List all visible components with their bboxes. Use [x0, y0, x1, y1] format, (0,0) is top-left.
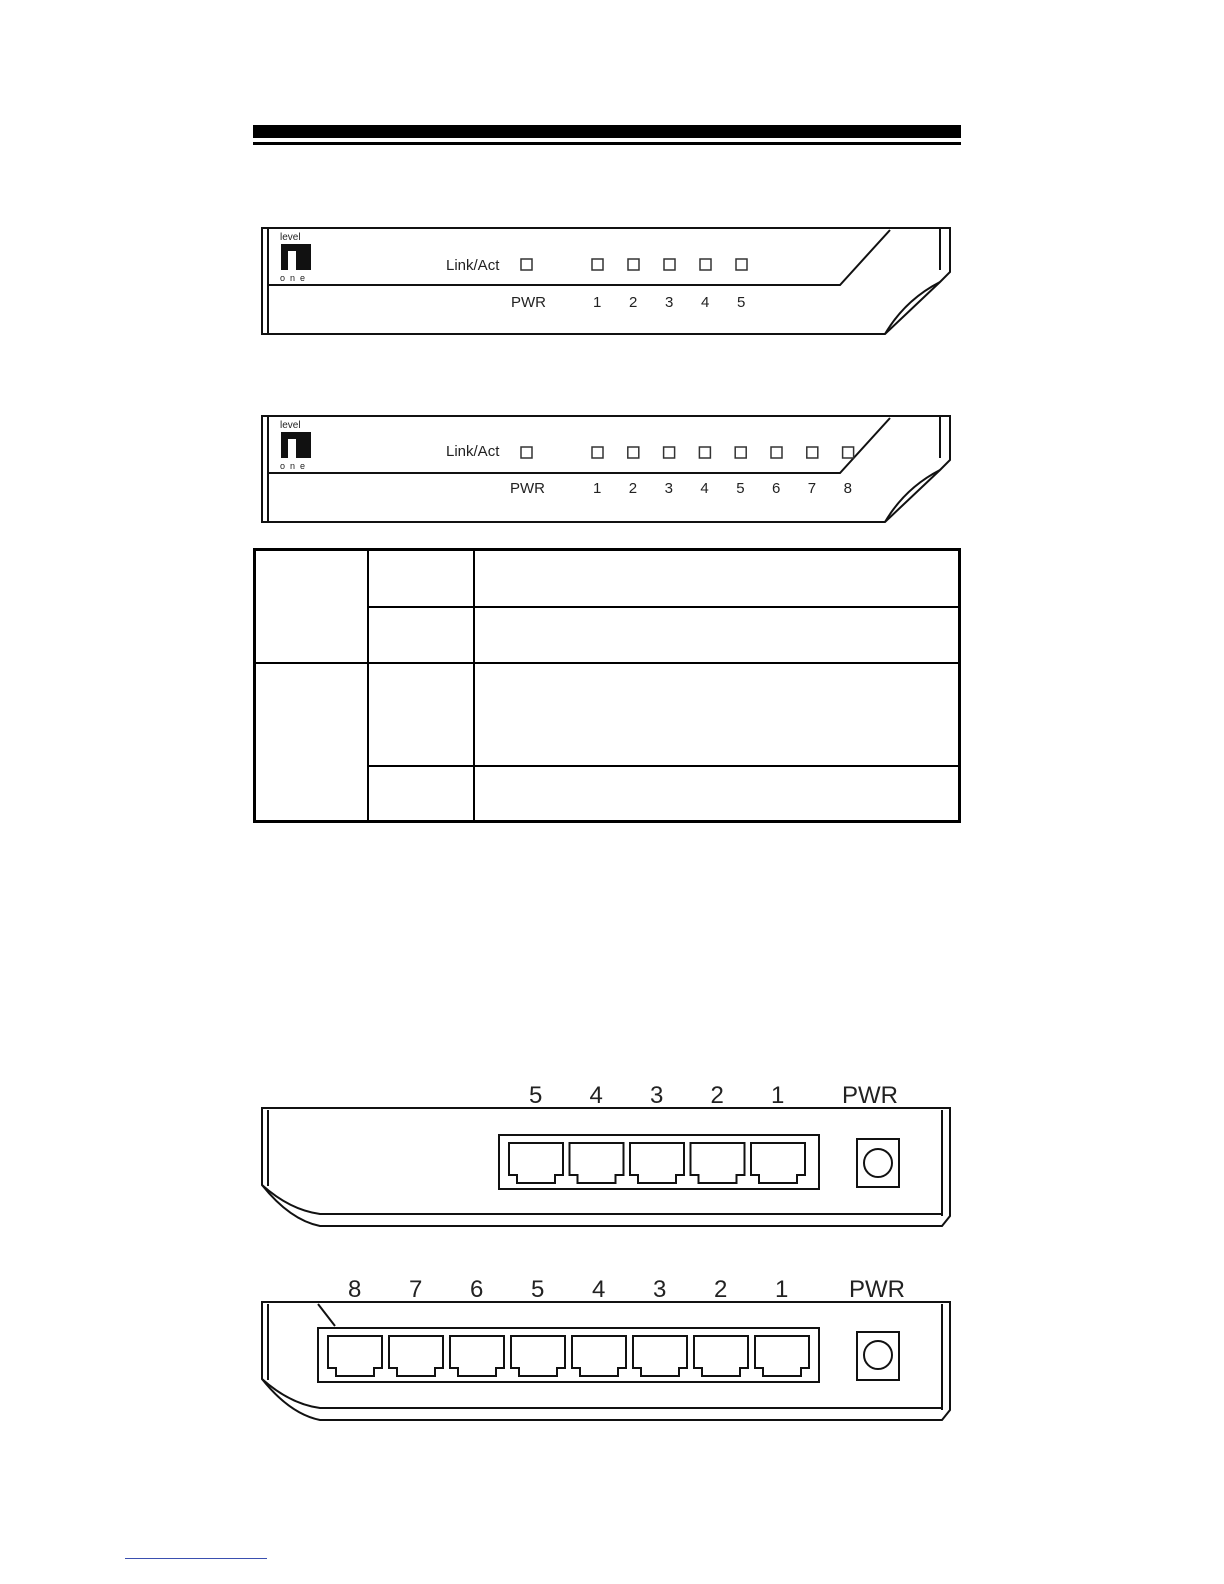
pwr-label: PWR: [842, 1082, 898, 1109]
port-number-label: 5: [737, 294, 746, 311]
rj45-jack: [633, 1336, 687, 1376]
port-number-label: 5: [529, 1082, 543, 1109]
port-number-label: 5: [531, 1276, 545, 1303]
rj45-jack: [572, 1336, 626, 1376]
port-number-label: 5: [736, 480, 745, 497]
port-number-label: 1: [771, 1082, 785, 1109]
link-act-label: Link/Act: [446, 443, 500, 460]
port-number-label: 6: [772, 480, 781, 497]
port-number-label: 8: [348, 1276, 362, 1303]
pwr-label: PWR: [849, 1276, 905, 1303]
port-number-label: 4: [589, 1082, 603, 1109]
rj45-jack: [450, 1336, 504, 1376]
logo-text-bottom: one: [280, 461, 311, 471]
pwr-label: PWR: [510, 480, 545, 497]
rj45-ports: [328, 1276, 809, 1376]
port-number-label: 3: [664, 480, 673, 497]
pwr-label: PWR: [511, 294, 546, 311]
rj45-jack: [328, 1336, 382, 1376]
logo-text-bottom: one: [280, 273, 311, 283]
port-number-label: 4: [592, 1276, 606, 1303]
port-number-label: 7: [807, 480, 817, 497]
port-number-label: 3: [650, 1082, 664, 1109]
rj45-jack: [755, 1336, 809, 1376]
port-number-label: 1: [593, 480, 602, 497]
rj45-jack: [694, 1336, 748, 1376]
port-number-label: 8: [843, 480, 852, 497]
logo-text-top: level: [280, 232, 301, 243]
port-number-label: 1: [775, 1276, 789, 1303]
port-number-label: 4: [701, 294, 710, 311]
rj45-jack: [511, 1336, 565, 1376]
port-number-label: 7: [409, 1276, 423, 1303]
port-number-label: 3: [665, 294, 674, 311]
port-number-label: 4: [700, 480, 709, 497]
port-number-label: 2: [628, 480, 638, 497]
rj45-jack: [389, 1336, 443, 1376]
port-number-label: 2: [714, 1276, 728, 1303]
link-act-label: Link/Act: [446, 257, 500, 274]
port-number-label: 6: [470, 1276, 484, 1303]
footnote-rule: [125, 1558, 267, 1559]
port-number-label: 1: [593, 294, 602, 311]
port-number-label: 3: [653, 1276, 667, 1303]
port-number-label: 2: [710, 1082, 724, 1109]
port-number-label: 2: [629, 294, 638, 311]
logo-text-top: level: [280, 420, 301, 431]
